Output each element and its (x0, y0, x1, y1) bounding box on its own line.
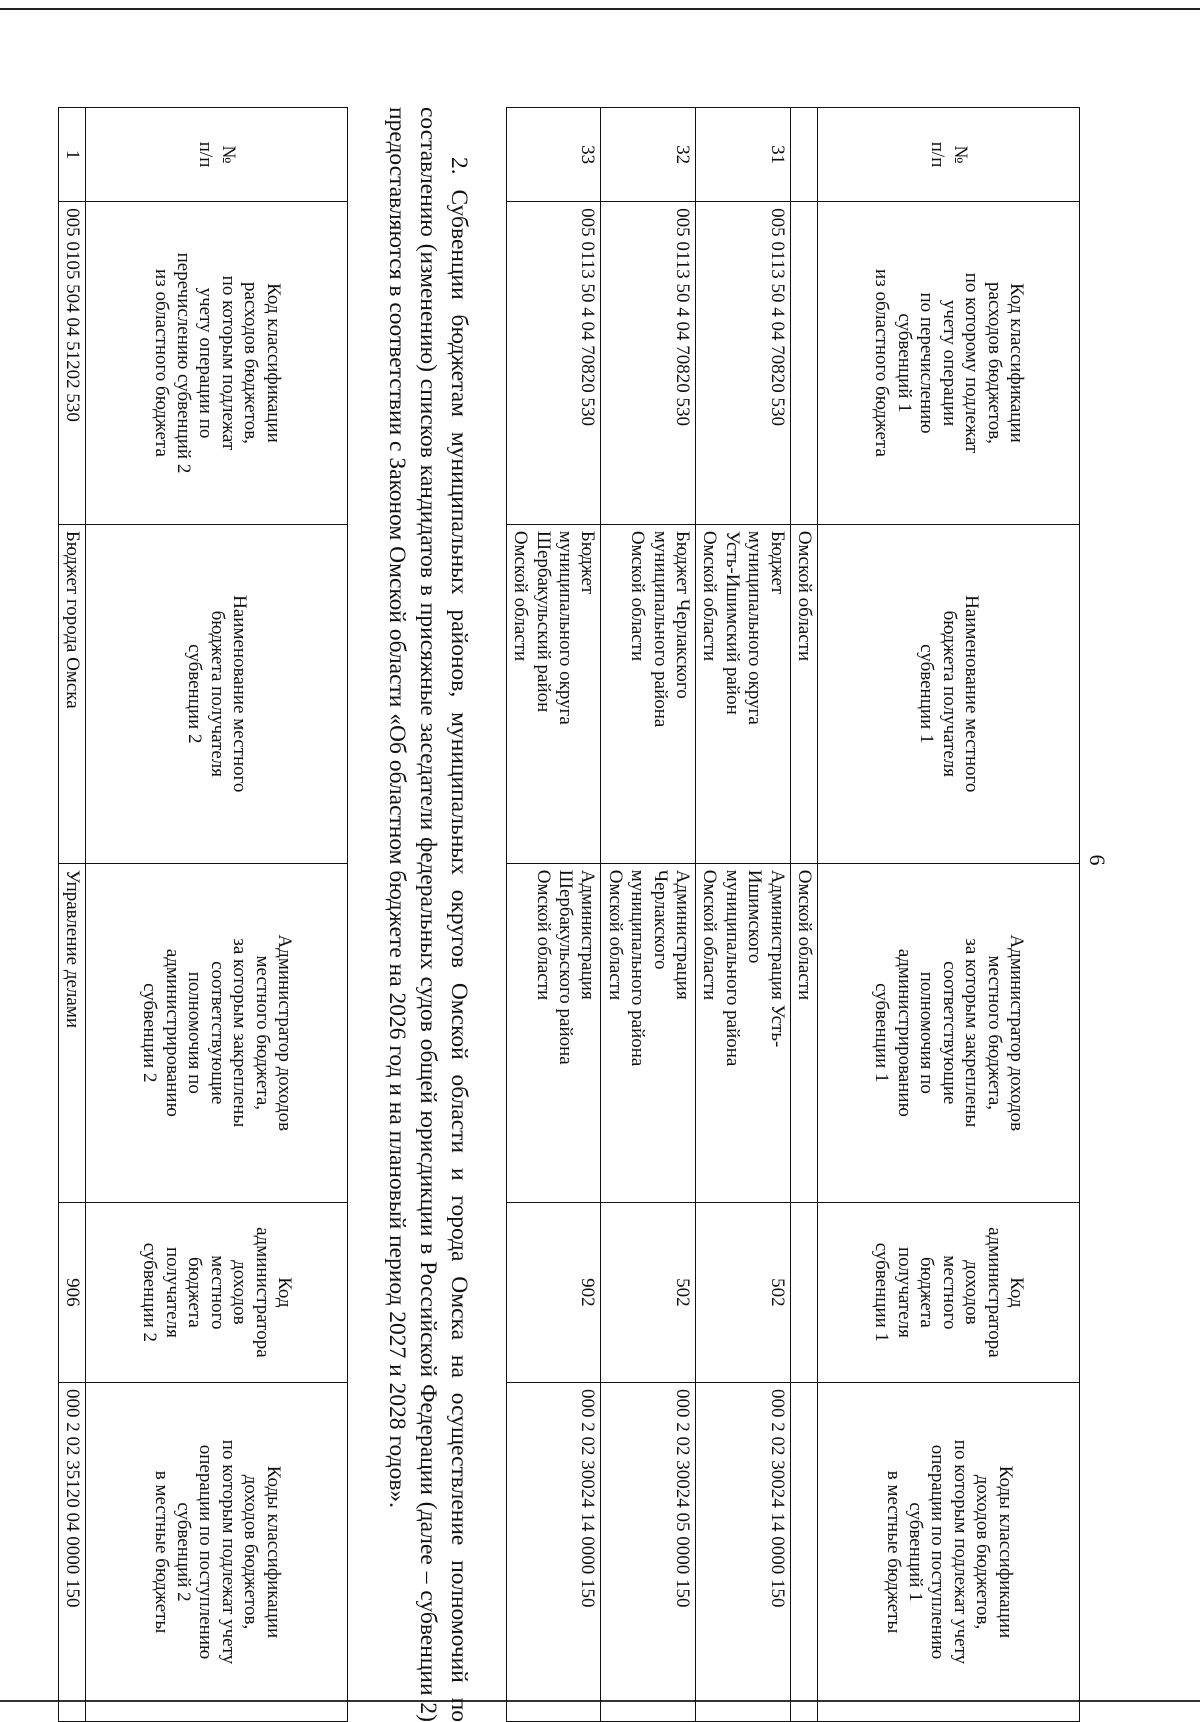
table1-cell: 000 2 02 30024 14 0000 150 (695, 1382, 790, 1721)
table2-header-cell: Код классификации расходов бюджетов, по которым подлежат учету операции по перечислению субвенций 2 из областного бюджета (86, 202, 348, 525)
table1-cell (790, 1202, 817, 1382)
table1-cell: 005 0113 50 4 04 70820 530 (506, 202, 601, 525)
table1-cell: Администрация Шербакульского района Омской области (506, 863, 601, 1202)
table1-cell (790, 202, 817, 525)
table2-header-cell: Администратор доходов местного бюджета, за которым закреплены соответствующие полномочия по администрированию субвенции 2 (86, 863, 348, 1202)
table-row (58, 108, 85, 1722)
table2-header-cell: Коды классификации доходов бюджетов, по которым подлежат учету операции по поступлению субвенций 2 в местные бюджеты (86, 1382, 348, 1721)
table2-cell: 1 (58, 108, 85, 202)
table1-cell: 31 (695, 108, 790, 202)
table1-header-cell: Код классификации расходов бюджетов, по которому подлежат учету операции по перечислению субвенций 1 из областного бюджета (818, 202, 1080, 525)
table1-cell (790, 108, 817, 202)
table1-cell: 32 (601, 108, 696, 202)
table1-header-cell: Наименование местного бюджета получателя субвенции 1 (818, 524, 1080, 863)
table1-cell: Администрация Черлакского муниципального района Омской области (601, 863, 696, 1202)
table1-cell: 005 0113 50 4 04 70820 530 (601, 202, 696, 525)
table2-header-cell: Код администратора доходов местного бюджета получателя субвенции 2 (86, 1202, 348, 1382)
header-row (86, 108, 348, 1722)
table2-header-cell: № п/п (86, 108, 348, 202)
table1-cell: Бюджет муниципального округа Усть-Ишимский район Омской области (695, 524, 790, 863)
subvention-1-table (506, 107, 1080, 1722)
table2-cell: Бюджет города Омска (58, 524, 85, 863)
table2-header-cell: Наименование местного бюджета получателя субвенции 2 (86, 524, 348, 863)
table1-cell: 33 (506, 108, 601, 202)
rotated-page (18, 20, 1168, 1722)
table1-cell: Бюджет Черлакского муниципального района Омской области (601, 524, 696, 863)
page-number: 6 (1085, 854, 1110, 866)
table-row (506, 108, 601, 1722)
header-row (818, 108, 1080, 1722)
table1-cell: Омской области (790, 863, 817, 1202)
table2-cell: 005 0105 504 04 51202 530 (58, 202, 85, 525)
paragraph-subvention-2: 2. Субвенции бюджетам муниципальных районов, муниципальных округов Омской области и города Омска на осуществление полномочий по составлению (изменению) списков кандидатов в присяжные заседатели федеральных судов общей юрисдикции в Российской Федерации (далее – субвенции 2) предоставляются в соответствии с Законом Омской области «Об областном бюджете на 2026 год и на плановый период 2027 и 2028 годов». (384, 107, 473, 1722)
table2-cell: 000 2 02 35120 04 0000 150 (58, 1382, 85, 1721)
table-row (695, 108, 790, 1722)
table2-cell: 906 (58, 1202, 85, 1382)
subvention-2-table (58, 107, 348, 1722)
table1-header-cell: № п/п (818, 108, 1080, 202)
table2-cell: Управление делами (58, 863, 85, 1202)
scan-top-border (0, 8, 1200, 10)
table1-header-cell: Код администратора доходов местного бюджета получателя субвенции 1 (818, 1202, 1080, 1382)
table1-header-cell: Администратор доходов местного бюджета, за которым закреплены соответствующие полномочия по администрированию субвенции 1 (818, 863, 1080, 1202)
table1-cell (790, 1382, 817, 1721)
table1-cell: Администрация Усть- Ишимского муниципального района Омской области (695, 863, 790, 1202)
continuation-row (790, 108, 817, 1722)
table1-cell: Омской области (790, 524, 817, 863)
table-row (601, 108, 696, 1722)
table1-cell: 902 (506, 1202, 601, 1382)
table1-cell: 000 2 02 30024 14 0000 150 (506, 1382, 601, 1721)
table1-cell: Бюджет муниципального округа Шербакульский район Омской области (506, 524, 601, 863)
table1-cell: 502 (695, 1202, 790, 1382)
table1-cell: 000 2 02 30024 05 0000 150 (601, 1382, 696, 1721)
table1-header-cell: Коды классификации доходов бюджетов, по которым подлежат учету операции по поступлению субвенций 1 в местные бюджеты (818, 1382, 1080, 1721)
table1-cell: 502 (601, 1202, 696, 1382)
table1-cell: 005 0113 50 4 04 70820 530 (695, 202, 790, 525)
